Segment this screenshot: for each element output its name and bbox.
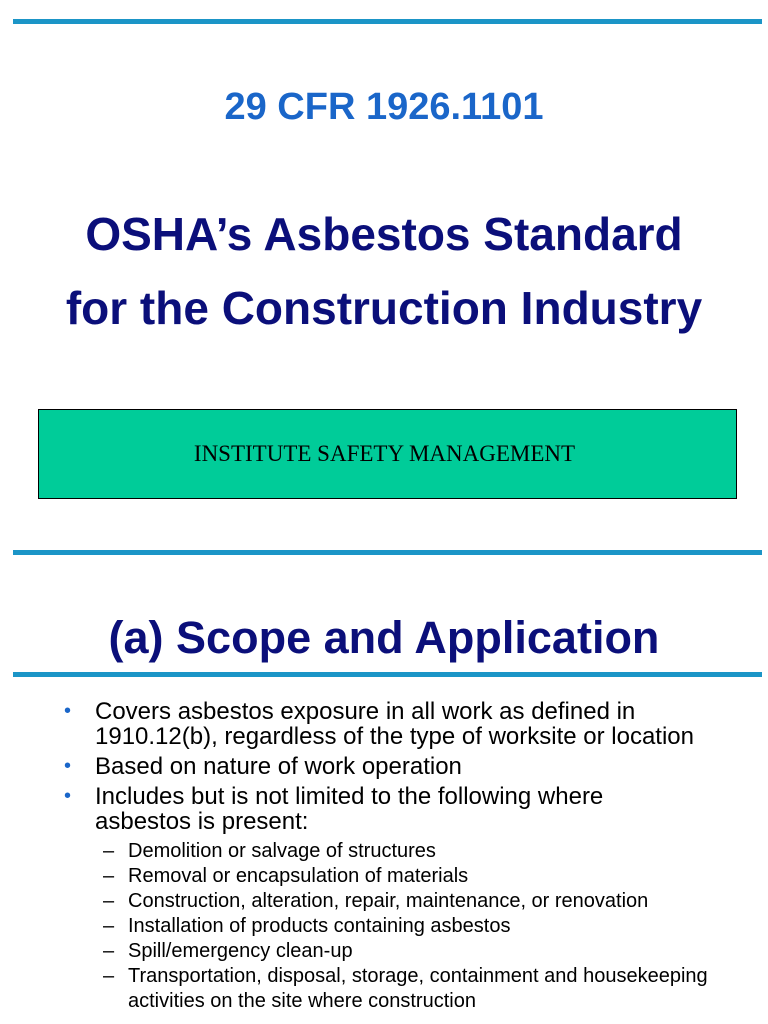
sub-item — [0, 889, 768, 914]
sub-item-text: Installation of products containing asbestos — [128, 915, 511, 937]
dash-icon: – — [103, 865, 115, 887]
bullet-item — [0, 699, 768, 749]
sub-item — [0, 964, 768, 1014]
bullet-dot-icon: • — [64, 755, 72, 777]
sub-item-text: Spill/emergency clean-up — [128, 940, 353, 962]
sub-item — [0, 939, 768, 964]
bullet-text: Based on nature of work operation — [95, 753, 462, 780]
regulation-code: 29 CFR 1926.1101 — [224, 86, 544, 128]
institute-banner — [38, 409, 737, 499]
bullet-text: Includes but is not limited to the following where asbestos is present: — [95, 783, 604, 835]
sub-item-text: Construction, alteration, repair, maintenance, or renovation — [128, 890, 649, 912]
sub-item-text: Demolition or salvage of structures — [128, 840, 436, 862]
dash-icon: – — [103, 940, 115, 962]
dash-icon: – — [103, 965, 115, 987]
top-divider — [13, 19, 762, 24]
title-line-1: OSHA’s Asbestos Standard — [85, 208, 683, 260]
bullet-text: Covers asbestos exposure in all work as defined in 1910.12(b), regardless of the type of worksite or location — [95, 698, 694, 750]
bullet-dot-icon: • — [64, 785, 72, 807]
sub-item — [0, 914, 768, 939]
section-title: (a) Scope and Application — [108, 612, 660, 663]
sub-item — [0, 839, 768, 864]
bullet-item — [0, 754, 768, 779]
section-title-underline — [13, 672, 762, 677]
institute-banner-text: INSTITUTE SAFETY MANAGEMENT — [193, 441, 576, 466]
sub-item-text: Transportation, disposal, storage, containment and housekeeping activities on the site where construction — [128, 965, 708, 1012]
dash-icon: – — [103, 890, 115, 912]
slide-divider — [13, 550, 762, 555]
bullet-list — [0, 699, 768, 1014]
title-line-2: for the Construction Industry — [65, 282, 703, 334]
sub-list — [0, 839, 768, 1014]
sub-item — [0, 864, 768, 889]
bullet-dot-icon: • — [64, 700, 72, 722]
sub-item-text: Removal or encapsulation of materials — [128, 865, 469, 887]
dash-icon: – — [103, 915, 115, 937]
bullet-item — [0, 784, 768, 834]
dash-icon: – — [103, 840, 115, 862]
